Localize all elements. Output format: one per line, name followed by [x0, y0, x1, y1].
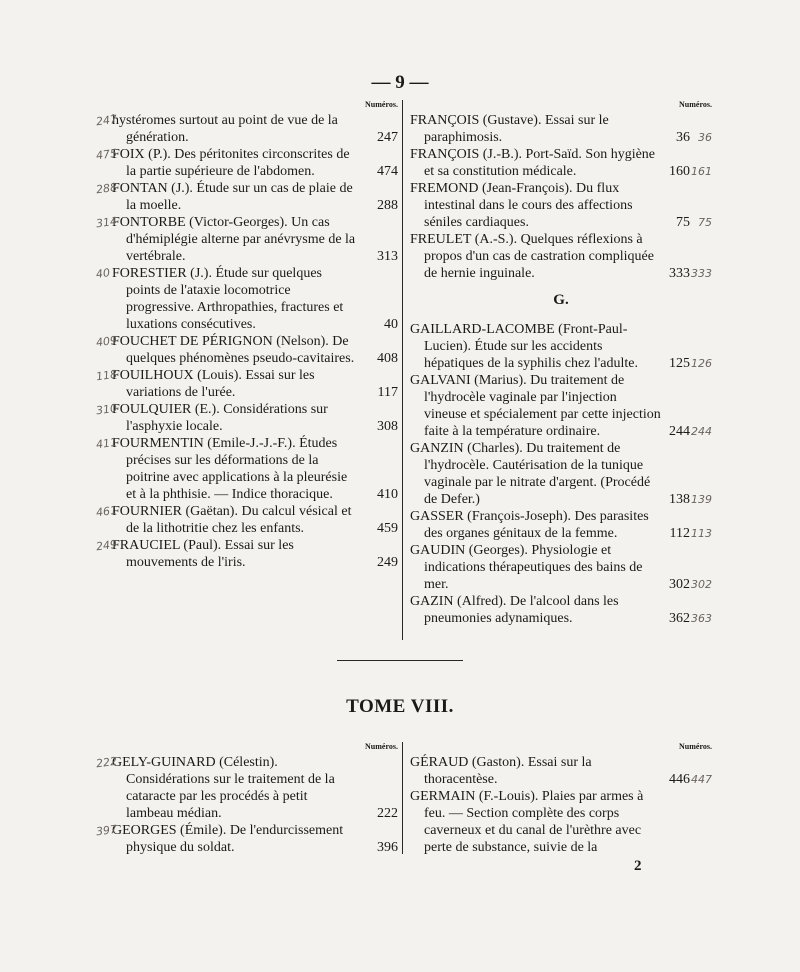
entry-text: GERMAIN (F.-Louis). Plaies par armes à feu. — Section complète des corps caverneux et du canal de l'urèthre avec perte de substance, suivie de la [410, 789, 644, 855]
tome8-right-list [410, 754, 712, 856]
index-entry [410, 440, 712, 508]
entry-number: 362 [669, 611, 690, 626]
handwritten-number: 310 [95, 401, 118, 418]
index-entry [95, 503, 398, 537]
handwritten-number: 222 [95, 754, 118, 771]
entry-text: FRAUCIEL (Paul). Essai sur les mouvements de l'iris. [112, 538, 294, 570]
handwritten-number: 475 [95, 146, 118, 163]
handwritten-number: 247 [95, 112, 118, 129]
entry-number: 459 [377, 521, 398, 536]
handwritten-number: 249 [95, 537, 118, 554]
entry-number: 474 [377, 164, 398, 179]
entry-text: FOURMENTIN (Emile-J.-J.-F.). Études précises sur les déformations de la poitrine avec applications à la pleurésie et à la phthisie. — Indice thoracique. [112, 436, 348, 502]
handwritten-number: 113 [691, 527, 712, 540]
entry-number: 446 [669, 772, 690, 787]
handwritten-number: 75 [698, 216, 712, 229]
entry-text: GANZIN (Charles). Du traitement de l'hydrocèle. Cautérisation de la tunique vaginale par le nitrate d'argent. (Procédé de Defer.) [410, 441, 651, 507]
handwritten-number: 411 [95, 435, 118, 452]
entry-number: 249 [377, 555, 398, 570]
handwritten-number: 333 [691, 267, 712, 280]
entry-number: 408 [377, 351, 398, 366]
handwritten-number: 139 [691, 493, 712, 506]
g-entry-list [410, 321, 712, 627]
tome-heading: TOME VIII. [346, 696, 454, 717]
entry-text: GASSER (François-Joseph). Des parasites des organes génitaux de la femme. [410, 509, 649, 541]
entry-number: 333 [669, 266, 690, 281]
index-entry [410, 231, 712, 282]
entry-number: 244 [669, 424, 690, 439]
entry-number: 302 [669, 577, 690, 592]
entry-text: GALVANI (Marius). Du traitement de l'hydrocèle vaginale par l'injection vineuse et spécialement par cette injection faite à la température ordinaire. [410, 373, 661, 439]
entry-number: 138 [669, 492, 690, 507]
handwritten-number: 288 [95, 180, 118, 197]
index-entry [95, 401, 398, 435]
index-entry [410, 788, 712, 856]
handwritten-number: 118 [95, 367, 118, 384]
index-entry [95, 180, 398, 214]
index-entry [410, 508, 712, 542]
index-entry [95, 333, 398, 367]
entry-text: GELY-GUINARD (Célestin). Considérations sur le traitement de la cataracte par les procédés à petit lambeau médian. [112, 755, 335, 821]
entry-text: FOULQUIER (E.). Considérations sur l'asphyxie locale. [112, 402, 328, 434]
page-number: — 9 — [371, 72, 429, 93]
entry-number: 396 [377, 840, 398, 855]
handwritten-number: 447 [691, 773, 712, 786]
handwritten-number: 314 [95, 214, 118, 231]
handwritten-number: 409 [95, 333, 118, 350]
entry-text: GAUDIN (Georges). Physiologie et indications thérapeutiques des bains de mer. [410, 543, 643, 592]
entry-number: 40 [384, 317, 398, 332]
entry-text: FONTAN (J.). Étude sur un cas de plaie de la moelle. [112, 181, 353, 213]
handwritten-number: 161 [691, 165, 712, 178]
numeros-header: Numéros. [679, 742, 712, 751]
entry-text: GÉRAUD (Gaston). Essai sur la thoracentèse. [410, 755, 592, 787]
index-entry [410, 321, 712, 372]
handwritten-number: 36 [698, 131, 712, 144]
handwritten-number: 397 [95, 822, 118, 839]
entry-text: FRANÇOIS (Gustave). Essai sur le paraphimosis. [410, 113, 609, 145]
index-entry [95, 146, 398, 180]
index-entry [410, 146, 712, 180]
entry-text: FOURNIER (Gaëtan). Du calcul vésical et de la lithotritie chez les enfants. [112, 504, 352, 536]
index-entry [410, 542, 712, 593]
entry-text: hystéromes surtout au point de vue de la génération. [112, 113, 338, 145]
index-entry [95, 754, 398, 822]
column-divider-bottom [402, 742, 403, 854]
tome8-right-column [410, 742, 712, 856]
index-entry [410, 754, 712, 788]
numeros-header: Numéros. [365, 742, 398, 751]
numeros-header: Numéros. [679, 100, 712, 109]
entry-number: 308 [377, 419, 398, 434]
entry-text: GAILLARD-LACOMBE (Front-Paul-Lucien). Étude sur les accidents hépatiques de la syphilis chez l'adulte. [410, 322, 639, 371]
entry-text: FORESTIER (J.). Étude sur quelques points de l'ataxie locomotrice progressive. Arthropathies, fractures et luxations consécutives. [112, 266, 344, 332]
handwritten-number: 244 [691, 425, 712, 438]
tome8-left-list [95, 754, 398, 856]
index-entry [95, 822, 398, 856]
section-divider [337, 660, 463, 661]
section-letter-g: G. [553, 292, 569, 308]
left-column [95, 100, 398, 571]
index-entry [410, 112, 712, 146]
index-entry [95, 367, 398, 401]
entry-number: 247 [377, 130, 398, 145]
index-entry [95, 214, 398, 265]
entry-number: 160 [669, 164, 690, 179]
entry-text: FRANÇOIS (J.-B.). Port-Saïd. Son hygiène et sa constitution médicale. [410, 147, 656, 179]
handwritten-number: 461 [95, 503, 118, 520]
entry-number: 117 [377, 385, 398, 400]
entry-text: FREMOND (Jean-François). Du flux intestinal dans le cours des affections séniles cardiaques. [410, 181, 633, 230]
column-divider-top [402, 100, 403, 640]
index-entry [95, 435, 398, 503]
handwritten-number: 302 [691, 578, 712, 591]
index-entry [95, 112, 398, 146]
right-entry-list [410, 112, 712, 282]
entry-text: FOUILHOUX (Louis). Essai sur les variations de l'urée. [112, 368, 315, 400]
handwritten-number: 126 [691, 357, 712, 370]
index-entry [410, 593, 712, 627]
index-entry [95, 537, 398, 571]
tome8-left-column [95, 742, 398, 856]
handwritten-number: 363 [691, 612, 712, 625]
entry-number: 222 [377, 806, 398, 821]
entry-number: 125 [669, 356, 690, 371]
entry-number: 75 [676, 215, 690, 230]
entry-number: 36 [676, 130, 690, 145]
index-entry [410, 180, 712, 231]
entry-text: FOUCHET DE PÉRIGNON (Nelson). De quelques phénomènes pseudo-cavitaires. [112, 334, 355, 366]
entry-number: 112 [669, 526, 690, 541]
signature-mark: 2 [634, 858, 642, 874]
numeros-header: Numéros. [365, 100, 398, 109]
index-entry [410, 372, 712, 440]
left-entry-list [95, 112, 398, 571]
entry-text: FONTORBE (Victor-Georges). Un cas d'hémiplégie alterne par anévrysme de la vertébrale. [112, 215, 356, 264]
entry-number: 410 [377, 487, 398, 502]
handwritten-number: 40 [95, 266, 111, 281]
entry-text: FOIX (P.). Des péritonites circonscrites de la partie supérieure de l'abdomen. [112, 147, 350, 179]
right-column [410, 100, 712, 627]
entry-text: FREULET (A.-S.). Quelques réflexions à propos d'un cas de castration compliquée de hernie inguinale. [410, 232, 654, 281]
index-entry [95, 265, 398, 333]
entry-number: 288 [377, 198, 398, 213]
entry-number: 313 [377, 249, 398, 264]
entry-text: GEORGES (Émile). De l'endurcissement physique du soldat. [112, 823, 344, 855]
entry-text: GAZIN (Alfred). De l'alcool dans les pneumonies adynamiques. [410, 594, 619, 626]
